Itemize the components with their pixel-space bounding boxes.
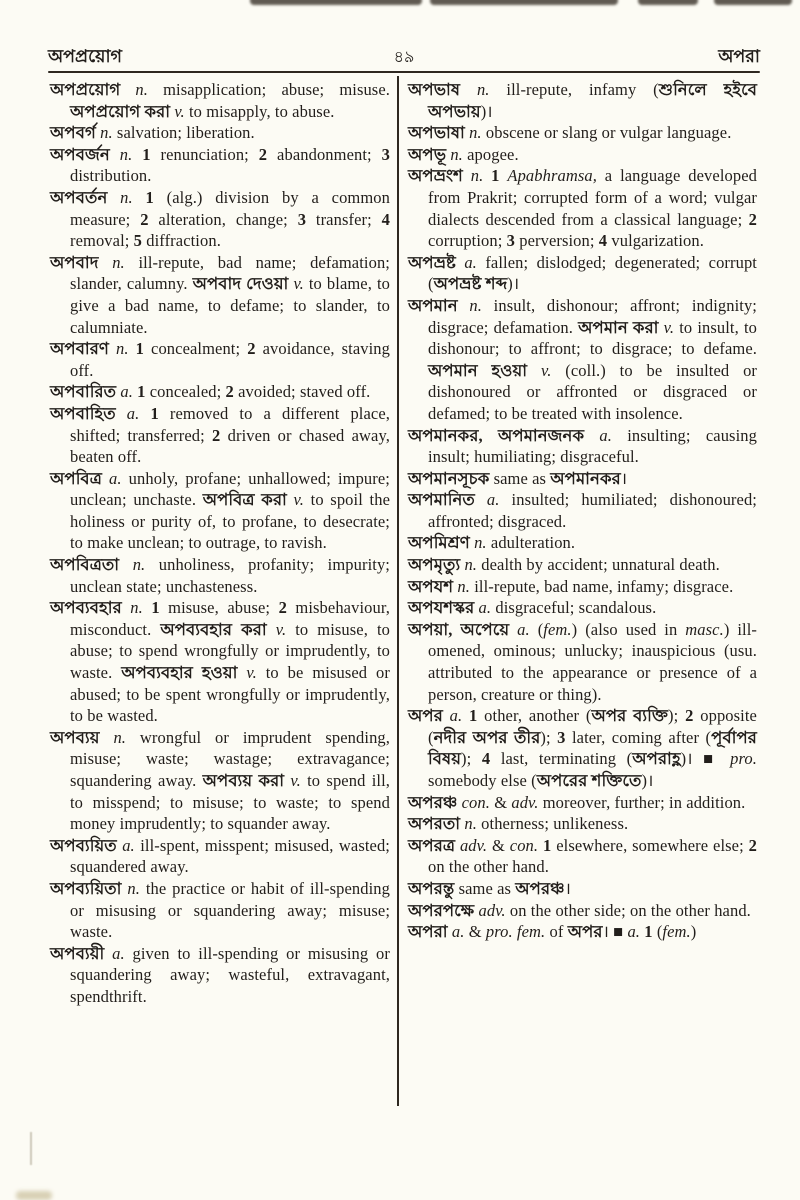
dictionary-entry xyxy=(408,900,757,922)
entry-text: fem. xyxy=(662,922,691,942)
entry-text: on the other side; on the other hand. xyxy=(505,900,751,920)
scan-artifact-top-bleed xyxy=(638,0,698,5)
headword: অপবর্জন xyxy=(50,144,110,164)
entry-text: অপবিত্র করা xyxy=(202,490,287,510)
dictionary-entry xyxy=(408,619,757,705)
entry-text: avoidance, staving off. xyxy=(70,339,390,380)
entry-text: adv. xyxy=(455,835,488,855)
dictionary-entry xyxy=(408,813,757,835)
entry-text: abandonment; xyxy=(267,144,382,164)
entry-text: ); xyxy=(668,706,686,726)
entry-text: অপবাদ দেওয়া xyxy=(192,274,289,294)
entry-text: to misapply, to abuse. xyxy=(184,101,335,121)
entry-text: fem. xyxy=(543,619,572,639)
entry-text: v. xyxy=(237,663,257,683)
entry-text: )। xyxy=(480,101,493,121)
entry-text: 2 xyxy=(748,209,757,229)
entry-text: n. xyxy=(446,144,463,164)
entry-text: same as xyxy=(489,468,551,488)
entry-text: 1 xyxy=(462,706,478,726)
entry-text: 3 xyxy=(557,727,566,747)
entry-text: masc. xyxy=(685,619,724,639)
entry-text: শুনিলে হইবে অপভায় xyxy=(428,80,757,121)
scan-artifact-top-bleed xyxy=(430,0,618,5)
headword: অপযশস্কর xyxy=(408,598,475,618)
entry-text: ) ill-omened, ominous; unlucky; inauspicious (usu. attributed to the appearance or presence of a person, creature or thing). xyxy=(428,619,757,704)
entry-text: 2 xyxy=(278,598,287,618)
headword: অপরত্র xyxy=(408,835,456,855)
entry-text: pro. fem. xyxy=(485,922,546,942)
entry-text: 3 xyxy=(297,209,307,229)
entry-text: & xyxy=(464,922,486,942)
entry-text: 1 xyxy=(538,835,552,855)
scan-artifact-bottom-smudge xyxy=(16,1191,52,1200)
dictionary-entry xyxy=(408,554,757,576)
entry-text: & xyxy=(487,835,510,855)
entry-text: 4 xyxy=(481,749,491,769)
headword: অপব্যবহার xyxy=(50,598,122,618)
entry-text: অপমান হওয়া xyxy=(428,360,528,380)
headword: অপবর্তন xyxy=(50,187,108,207)
entry-text: অপমানকর xyxy=(550,468,621,488)
headword: অপবাহিত xyxy=(50,403,116,423)
dictionary-entry xyxy=(408,165,757,251)
headword: অপভ্রষ্ট xyxy=(408,252,456,272)
entry-text: obscene or slang or vulgar language. xyxy=(481,123,732,143)
entry-text: )। xyxy=(507,274,520,294)
entry-text: dealth by accident; unnatural death. xyxy=(477,555,720,575)
entry-text: to insult, to dishonour; to affront; to disgrace; to defame. xyxy=(428,317,757,359)
entry-text: removed to a different place, shifted; transferred; xyxy=(70,403,390,445)
headword: অপমৃত্যু xyxy=(408,555,461,575)
entry-text: ); xyxy=(540,727,558,747)
entry-text: 3 xyxy=(381,144,390,164)
entry-text: the practice or habit of ill-spending or misusing or squandering away; misuse; waste. xyxy=(70,878,390,942)
scan-artifact-left-tick xyxy=(30,1132,32,1165)
entry-text: pro. xyxy=(730,749,757,769)
entry-text: n. xyxy=(121,598,143,618)
entry-text: 1 xyxy=(139,403,159,423)
headword: অপর xyxy=(408,706,443,726)
dictionary-entry xyxy=(50,943,390,1008)
entry-text: alteration, change; xyxy=(148,209,298,229)
entry-text: given to ill-spending or misusing or squandering away; wasteful, extravagant, spendthrift. xyxy=(70,943,390,1006)
entry-text: concealed; xyxy=(145,382,226,402)
headword: অপমানিত xyxy=(408,490,475,510)
dictionary-entry xyxy=(408,79,757,122)
dictionary-entry xyxy=(50,727,390,835)
entry-text: Apabhramsa, xyxy=(507,166,597,186)
entry-text: ); xyxy=(461,749,482,769)
entry-text: on the other hand. xyxy=(428,857,549,877)
entry-text: 2 xyxy=(258,144,268,164)
dictionary-entry xyxy=(408,878,757,900)
entry-text: unholiness, profanity; impurity; unclean state; unchasteness. xyxy=(70,555,390,596)
entry-text: opposite ( xyxy=(428,706,757,747)
headword: অপয়া, অপেয়ে xyxy=(408,619,510,639)
entry-text: misbehaviour, misconduct. xyxy=(70,598,390,639)
entry-text: পূর্বাপর বিষয় xyxy=(428,727,757,769)
headword: অপবারণ xyxy=(50,339,110,359)
entry-text: a language developed from Prakrit; corrupted form of a word; vulgar dialects descended from a classical language; xyxy=(428,166,757,229)
entry-text: ill-repute, bad name; defamation; slander, calumny. xyxy=(70,252,390,294)
headword: অপবর্গ xyxy=(50,123,96,143)
entry-text: অপর ব্যক্তি xyxy=(591,706,669,726)
headword: অপব্যয়িত xyxy=(50,835,117,855)
entry-text: a. xyxy=(101,468,122,488)
entry-text: অপব্যয় করা xyxy=(202,771,285,790)
entry-text: n. xyxy=(460,814,477,834)
guideword-left: অপপ্রয়োগ xyxy=(48,46,122,66)
dictionary-entry xyxy=(50,338,390,381)
dictionary-entry xyxy=(408,792,757,814)
entry-text: ill-spent, misspent; misused, wasted; squandered away. xyxy=(70,835,390,877)
dictionary-entry xyxy=(408,921,757,943)
entry-text: to be misused or abused; to be spent wrongfully or imprudently, to be wasted. xyxy=(70,663,390,726)
entry-text: v. xyxy=(266,619,287,639)
dictionary-entry xyxy=(50,252,390,338)
entry-text: v. xyxy=(170,101,185,121)
entry-text: ( xyxy=(529,619,544,639)
entry-text: transfer; xyxy=(306,209,382,229)
headword: অপবারিত xyxy=(50,382,117,402)
entry-text: a. xyxy=(104,943,125,963)
entry-text: 1 xyxy=(132,187,154,207)
entry-text: n. xyxy=(462,166,484,186)
scan-artifact-top-bleed xyxy=(714,0,792,5)
dictionary-entry xyxy=(408,295,757,425)
dictionary-entry xyxy=(408,468,757,490)
headword: অপভাষা xyxy=(408,123,465,143)
entry-text: n. xyxy=(99,727,127,747)
column-divider xyxy=(397,76,399,1106)
entry-text: perversion; xyxy=(515,231,599,251)
entry-text: n. xyxy=(119,555,146,575)
dictionary-entry xyxy=(408,576,757,598)
entry-text: a. xyxy=(116,382,133,402)
entry-text: n. xyxy=(95,123,113,143)
right-column xyxy=(408,79,757,943)
entry-text: 4 xyxy=(381,209,390,229)
entry-text: ill-repute, infamy ( xyxy=(489,80,659,99)
entry-text: a. xyxy=(455,252,477,272)
dictionary-entry xyxy=(408,144,757,166)
entry-text: 3 xyxy=(506,231,515,251)
entry-text: অপরঞ্চ xyxy=(515,878,565,898)
entry-text: adv. xyxy=(474,900,506,920)
entry-text: to spend ill, to misspend; to misuse; to waste; to spend money imprudently; to squander away. xyxy=(70,771,390,834)
entry-text: n. xyxy=(464,123,482,143)
entry-text: driven or chased away, beaten off. xyxy=(70,425,390,467)
entry-text: v. xyxy=(286,490,304,510)
entry-text: অপরাহ্ণ xyxy=(632,749,681,769)
entry-text: somebody else ( xyxy=(428,771,537,790)
entry-text: n. xyxy=(120,80,148,99)
entry-text: & xyxy=(489,792,512,812)
entry-text: misuse, abuse; xyxy=(159,598,279,618)
entry-text: অপভ্রষ্ট শব্দ xyxy=(433,274,508,294)
entry-text: renunciation; xyxy=(150,144,259,164)
entry-text: । ■ xyxy=(602,922,628,942)
entry-text: unholy, profane; unhallowed; impure; unclean; unchaste. xyxy=(70,468,390,510)
dictionary-entry xyxy=(50,403,390,468)
headword: অপরপক্ষে xyxy=(408,900,475,920)
entry-text: v. xyxy=(284,771,301,790)
entry-text: । xyxy=(620,468,628,488)
entry-text: last, terminating ( xyxy=(490,749,633,769)
entry-text: (coll.) to be insulted or dishonoured or affronted or disgraced or defamed; to be treated with insolence. xyxy=(428,360,758,423)
entry-text: insulting; causing insult; humiliating; disgraceful. xyxy=(428,425,757,467)
entry-text: n. xyxy=(98,252,125,272)
entry-text: vulgarization. xyxy=(607,231,704,251)
headword: অপবিত্রতা xyxy=(50,555,120,575)
entry-text: 2 xyxy=(225,382,234,402)
entry-text: a. xyxy=(447,922,465,942)
headword: অপপ্রয়োগ xyxy=(50,80,121,99)
headword: অপমানকর, অপমানজনক xyxy=(408,425,585,445)
headword: অপরন্তু xyxy=(408,878,455,898)
headword: অপভাষ xyxy=(408,80,461,99)
entry-text: ill-repute, bad name, infamy; disgrace. xyxy=(469,576,734,596)
entry-text: n. xyxy=(109,144,133,164)
entry-text: a. xyxy=(474,598,492,618)
entry-text: )। xyxy=(641,771,654,790)
page-number: ৪৯ xyxy=(393,49,415,66)
dictionary-entry xyxy=(50,381,390,403)
dictionary-entry xyxy=(50,187,390,252)
entry-text: ( xyxy=(652,922,663,942)
headword: অপভ্রংশ xyxy=(408,166,463,186)
entry-text: insulted; humiliated; dishonoured; affronted; disgraced. xyxy=(428,490,757,531)
entry-text: adulteration. xyxy=(486,533,576,553)
entry-text: con. xyxy=(509,835,539,855)
entry-text: 1 xyxy=(640,922,653,942)
entry-text: con. xyxy=(457,792,490,812)
entry-text: diffraction. xyxy=(142,231,221,251)
entry-text: অপরের শক্তিতে xyxy=(536,771,642,790)
entry-text: of xyxy=(545,922,568,942)
entry-text: a. xyxy=(474,490,500,510)
entry-text: 2 xyxy=(247,339,256,359)
headword: অপমানসূচক xyxy=(408,468,490,488)
entry-text: a. xyxy=(116,835,135,855)
entry-text: distribution. xyxy=(70,166,152,186)
headword: অপবাদ xyxy=(50,252,99,272)
dictionary-entry xyxy=(408,532,757,554)
scan-artifact-top-bleed xyxy=(250,0,422,5)
headword: অপযশ xyxy=(408,576,454,596)
entry-text: )। ■ xyxy=(680,749,731,769)
entry-text: ) (also used in xyxy=(571,619,686,639)
entry-text: 1 xyxy=(132,144,151,164)
entry-text: disgraceful; scandalous. xyxy=(491,598,657,618)
entry-text: অপব্যবহার হওয়া xyxy=(121,663,238,683)
entry-text: corruption; xyxy=(428,231,507,251)
entry-text: fallen; dislodged; degenerated; corrupt ( xyxy=(428,252,757,294)
dictionary-entry xyxy=(50,835,390,878)
entry-text: অপব্যবহার করা xyxy=(160,619,267,639)
entry-text: অপমান করা xyxy=(578,317,659,337)
dictionary-entry xyxy=(408,835,757,878)
entry-text: নদীর অপর তীর xyxy=(433,727,541,747)
entry-text: moreover, further; in addition. xyxy=(538,792,746,812)
entry-text: apogee. xyxy=(462,144,519,164)
entry-text: otherness; unlikeness. xyxy=(476,814,629,834)
entry-text: (alg.) division by a common measure; xyxy=(70,187,391,229)
entry-text: 1 xyxy=(483,166,500,186)
running-header xyxy=(48,44,760,73)
entry-text: other, another ( xyxy=(477,706,592,726)
headword: অপরতা xyxy=(408,814,461,834)
dictionary-entry xyxy=(50,144,390,187)
dictionary-entry xyxy=(50,878,390,943)
entry-text: later, coming after ( xyxy=(565,727,712,747)
entry-text: । xyxy=(564,878,572,898)
entry-text: a. xyxy=(442,706,463,726)
entry-text: অপপ্রয়োগ করা xyxy=(70,101,171,121)
dictionary-entry xyxy=(50,122,390,144)
dictionary-entry xyxy=(408,489,757,532)
entry-text: 1 xyxy=(128,339,144,359)
entry-text: 2 xyxy=(140,209,149,229)
entry-text: adv. xyxy=(511,792,539,812)
entry-text: a. xyxy=(584,425,612,445)
entry-text: a. xyxy=(509,619,530,639)
headword: অপভূ xyxy=(408,144,447,164)
entry-text: a. xyxy=(627,922,641,942)
dictionary-entry xyxy=(408,122,757,144)
entry-text: অপর xyxy=(567,922,603,942)
dictionary-entry xyxy=(408,597,757,619)
dictionary-entry xyxy=(50,597,390,727)
entry-text: n. xyxy=(460,80,490,99)
entry-text: to misuse, to abuse; to spend wrongfully or imprudently, to waste. xyxy=(70,619,390,683)
dictionary-entry xyxy=(50,554,390,597)
headword: অপমান xyxy=(408,295,458,315)
dictionary-entry xyxy=(408,252,757,295)
entry-text: elsewhere, somewhere else; xyxy=(551,835,749,855)
headword: অপমিশ্রণ xyxy=(408,533,470,553)
entry-text: 2 xyxy=(748,835,758,855)
guideword-right: অপরা xyxy=(718,46,760,66)
entry-text: to spoil the holiness or purity of, to profane, to desecrate; to make unclean; to outrage, to ravish. xyxy=(70,490,390,553)
left-column xyxy=(50,79,390,1008)
entry-text: 1 xyxy=(132,382,146,402)
headword: অপব্যয়িতা xyxy=(50,878,122,898)
entry-text: salvation; liberation. xyxy=(112,123,255,143)
headword: অপবিত্র xyxy=(50,468,102,488)
entry-text: 1 xyxy=(142,598,160,618)
entry-text: 2 xyxy=(685,706,694,726)
entry-text: n. xyxy=(109,339,129,359)
entry-text: to blame, to give a bad name, to defame; to slander, to calumniate. xyxy=(70,274,390,337)
entry-text: ) xyxy=(690,922,697,942)
dictionary-entry xyxy=(408,705,757,791)
entry-text: 5 xyxy=(133,231,143,251)
dictionary-entry xyxy=(50,468,390,554)
headword: অপরঞ্চ xyxy=(408,792,458,812)
entry-text: 4 xyxy=(598,231,608,251)
entry-text: concealment; xyxy=(144,339,248,359)
headword: অপরা xyxy=(408,922,448,942)
entry-text: insult, dishonour; affront; indignity; disgrace; defamation. xyxy=(428,295,757,337)
entry-text: same as xyxy=(454,878,516,898)
entry-text: removal; xyxy=(70,231,134,251)
entry-text: avoided; staved off. xyxy=(233,382,371,402)
headword: অপব্যয় xyxy=(50,727,100,747)
entry-text: 2 xyxy=(212,425,221,445)
entry-text: wrongful or imprudent spending, misuse; waste; wastage; extravagance; squandering away. xyxy=(70,727,390,790)
header-rule xyxy=(48,71,760,73)
entry-text: n. xyxy=(460,555,478,575)
headword: অপব্যয়ী xyxy=(50,943,105,963)
entry-text: v. xyxy=(658,317,675,337)
entry-text: v. xyxy=(527,360,552,380)
entry-text: n. xyxy=(453,576,470,596)
entry-text: misapplication; abuse; misuse. xyxy=(147,80,390,99)
entry-text: n. xyxy=(107,187,133,207)
entry-text: n. xyxy=(469,533,487,553)
dictionary-entry xyxy=(50,79,390,122)
entry-text: n. xyxy=(121,878,141,898)
entry-text: v. xyxy=(288,274,304,294)
entry-text: n. xyxy=(457,295,482,315)
entry-text: a. xyxy=(115,403,140,423)
dictionary-entry xyxy=(408,425,757,468)
